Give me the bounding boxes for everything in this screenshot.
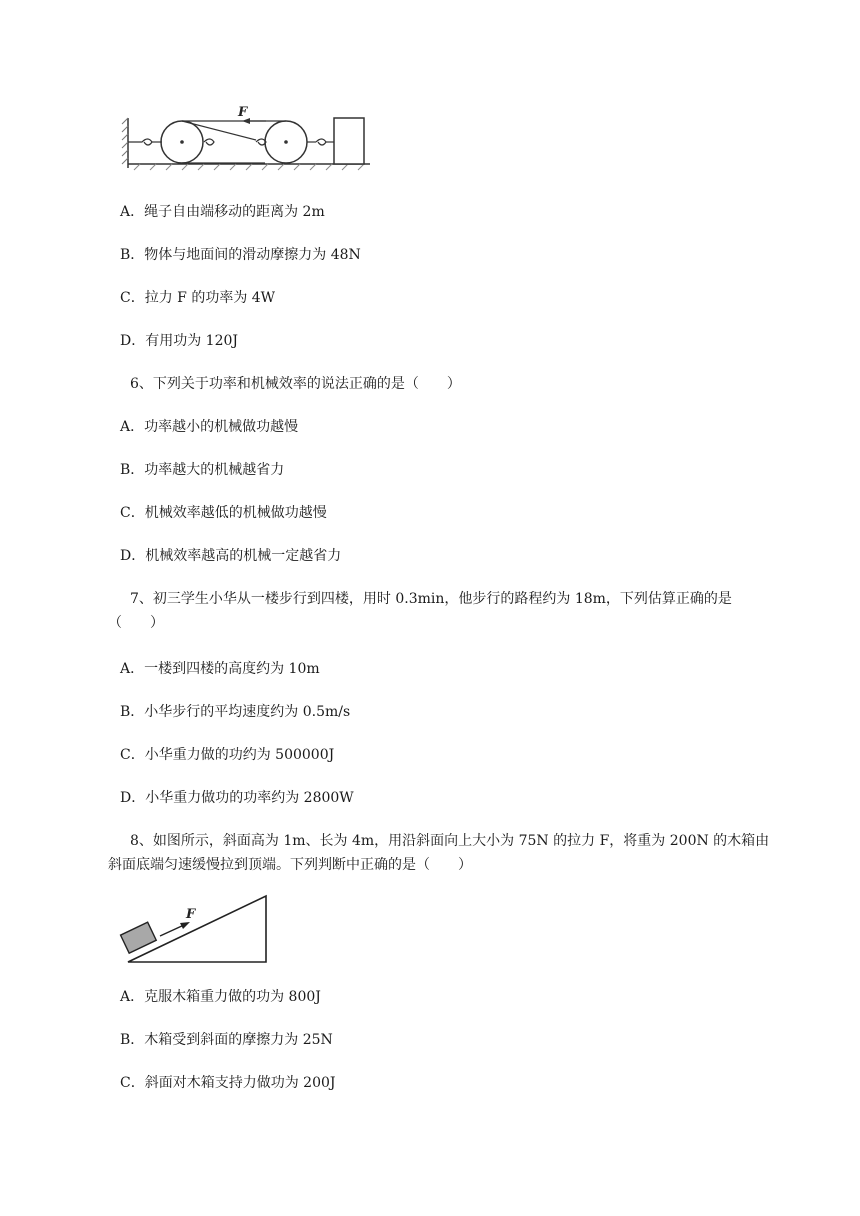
q5-option-a: A．绳子自由端移动的距离为 2m [120,204,325,220]
block [334,118,364,164]
q8-option-a: A．克服木箱重力做的功为 800J [120,989,321,1005]
q6-stem: 6、下列关于功率和机械效率的说法正确的是（ ） [130,376,461,392]
q7-stem-line2: （ ） [108,615,164,631]
q6-option-c: C．机械效率越低的机械做功越慢 [120,505,327,521]
q8-stem-line1: 8、如图所示，斜面高为 1m、长为 4m，用沿斜面向上大小为 75N 的拉力 F，将重为 200N 的木箱由 [130,833,770,849]
q5-option-c: C．拉力 F 的功率为 4W [120,290,276,306]
q5-option-b: B．物体与地面间的滑动摩擦力为 48N [120,247,361,263]
q6-option-d: D．机械效率越高的机械一定越省力 [120,548,342,564]
pulley-diagram [120,100,380,180]
q5-option-d: D．有用功为 120J [120,333,239,349]
q7-option-b: B．小华步行的平均速度约为 0.5m/s [120,704,351,720]
q7-stem-line1: 7、初三学生小华从一楼步行到四楼，用时 0.3min，他步行的路程约为 18m，下列估算正确的是 [130,591,732,607]
wooden-box [121,922,157,953]
q7-option-a: A．一楼到四楼的高度约为 10m [120,661,320,677]
q6-option-a: A．功率越小的机械做功越慢 [120,419,299,435]
q8-stem-line2: 斜面底端匀速缓慢拉到顶端。下列判断中正确的是（ ） [108,857,472,873]
force-label: F [238,105,248,120]
q7-option-d: D．小华重力做功的功率约为 2800W [120,790,354,806]
q6-option-b: B．功率越大的机械越省力 [120,462,285,478]
incline-force-label: F [186,907,196,922]
q7-option-c: C．小华重力做的功约为 500000J [120,747,335,763]
q8-option-b: B．木箱受到斜面的摩擦力为 25N [120,1032,333,1048]
q8-option-c: C．斜面对木箱支持力做功为 200J [120,1075,336,1091]
incline-diagram [118,890,278,970]
